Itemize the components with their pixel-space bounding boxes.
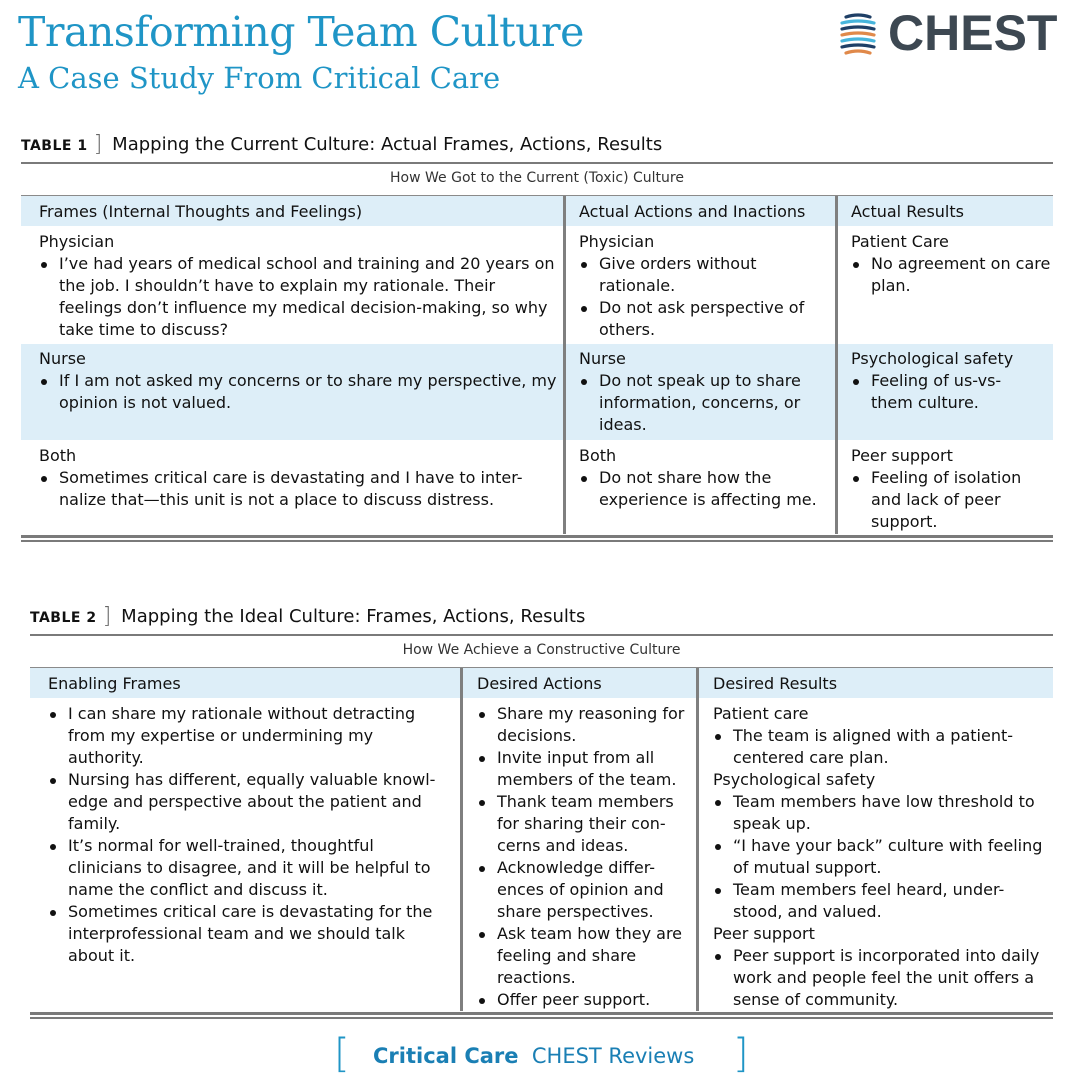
table1-cell-results-psych-safety <box>851 348 1036 414</box>
bullet-item: Peer support is incorporated into daily work and people feel the unit offers a sense of community. <box>713 945 1053 1011</box>
group-label: Both <box>579 446 617 465</box>
table2-label: TABLE 2 <box>30 610 97 626</box>
bullet-item: Feeling of us-vs- them culture. <box>851 370 1036 414</box>
bullet-item: Team members feel heard, under- stood, and valued. <box>713 879 1053 923</box>
footer-left-bracket: [ <box>334 1031 350 1077</box>
group-label: Nurse <box>39 349 86 368</box>
table1-divider-2 <box>835 196 838 534</box>
table1-cell-results-peer-support <box>851 445 1051 533</box>
table2-col-header-actions: Desired Actions <box>477 674 602 693</box>
bullet-item: I’ve had years of medical school and training and 20 years on the job. I shouldn’t have to explain my rationale. Their feelings don’t influence my medical decision-making, so why take time to discuss? <box>39 253 559 341</box>
bullet-item: Feeling of isolation and lack of peer support. <box>851 467 1051 533</box>
table1-top-rule <box>21 162 1053 164</box>
bullet-item: Nursing has different, equally valuable knowl- edge and perspective about the patient and family. <box>48 769 446 835</box>
table2-cell-desired-results <box>713 703 1053 1011</box>
table2-cell-desired-actions <box>477 703 689 1011</box>
group-label: Patient care <box>713 704 809 723</box>
table1-cell-actions-physician <box>579 231 829 341</box>
table2-caption <box>30 603 585 628</box>
table2-bottom-rule <box>30 1012 1053 1019</box>
table1-banner: How We Got to the Current (Toxic) Culture <box>390 170 684 186</box>
bullet-item: Sometimes critical care is devastating and I have to inter- nalize that—this unit is not a place to discuss distress. <box>39 467 559 511</box>
bullet-item: “I have your back” culture with feeling of mutual support. <box>713 835 1053 879</box>
bullet-item: Invite input from all members of the team. <box>477 747 689 791</box>
journal-footer <box>0 1031 1080 1077</box>
table1-cell-actions-nurse <box>579 348 829 436</box>
bullet-item: Acknowledge differ- ences of opinion and share perspectives. <box>477 857 689 923</box>
group-label: Peer support <box>851 446 953 465</box>
chest-logo-icon <box>840 12 882 56</box>
table1-caption-text: Mapping the Current Culture: Actual Frames, Actions, Results <box>112 134 663 155</box>
page-title: Transforming Team Culture <box>18 8 584 56</box>
table2-caption-text: Mapping the Ideal Culture: Frames, Actions, Results <box>121 606 586 627</box>
table1-cell-results-patient-care <box>851 231 1051 297</box>
bullet-item: Ask team how they are feeling and share reactions. <box>477 923 689 989</box>
table2-top-rule <box>30 634 1053 636</box>
group-label: Both <box>39 446 77 465</box>
bullet-item: Thank team members for sharing their con- cerns and ideas. <box>477 791 689 857</box>
footer-journal-text: CHEST Reviews <box>531 1044 695 1068</box>
table2-col-header-frames: Enabling Frames <box>48 674 181 693</box>
bullet-item: Sometimes critical care is devastating for the interprofessional team and we should talk about it. <box>48 901 446 967</box>
group-label: Psychological safety <box>851 349 1014 368</box>
group-label: Peer support <box>713 924 815 943</box>
table1-col-header-actions: Actual Actions and Inactions <box>579 202 806 221</box>
table2-cell-enabling-frames <box>48 703 446 967</box>
group-label: Nurse <box>579 349 626 368</box>
table1-col-header-results: Actual Results <box>851 202 964 221</box>
logo-text: CHEST <box>888 5 1058 61</box>
table2-bracket: ] <box>102 604 112 629</box>
table1-bracket: ] <box>93 132 103 157</box>
footer-bold-text: Critical Care <box>373 1044 519 1068</box>
bullet-item: Offer peer support. <box>477 989 689 1011</box>
bullet-item: Give orders without rationale. <box>579 253 829 297</box>
bullet-item: Share my reasoning for decisions. <box>477 703 689 747</box>
table2-divider-2 <box>696 668 699 1011</box>
table1-bottom-rule <box>21 535 1053 542</box>
table1-caption <box>21 131 662 156</box>
table1-divider-1 <box>563 196 566 534</box>
group-label: Physician <box>579 232 655 251</box>
table1-cell-frames-nurse <box>39 348 559 414</box>
table1-cell-actions-both <box>579 445 829 511</box>
table1-col-header-frames: Frames (Internal Thoughts and Feelings) <box>39 202 363 221</box>
chest-logo <box>840 5 1070 61</box>
table1-cell-frames-physician <box>39 231 559 341</box>
table1-cell-frames-both <box>39 445 559 511</box>
bullet-item: I can share my rationale without detracting from my expertise or undermining my authority. <box>48 703 446 769</box>
table1-label: TABLE 1 <box>21 138 88 154</box>
table2-col-header-results: Desired Results <box>713 674 838 693</box>
footer-text <box>373 1043 694 1069</box>
bullet-item: Do not ask perspective of others. <box>579 297 829 341</box>
page-subtitle: A Case Study From Critical Care <box>18 61 501 95</box>
footer-right-bracket: ] <box>733 1031 749 1077</box>
table2-divider-1 <box>460 668 463 1011</box>
bullet-item: Do not speak up to share information, concerns, or ideas. <box>579 370 829 436</box>
bullet-item: Do not share how the experience is affecting me. <box>579 467 829 511</box>
bullet-item: Team members have low threshold to speak up. <box>713 791 1053 835</box>
bullet-item: No agreement on care plan. <box>851 253 1051 297</box>
group-label: Psychological safety <box>713 770 876 789</box>
table2-banner: How We Achieve a Constructive Culture <box>402 642 681 658</box>
bullet-item: The team is aligned with a patient- centered care plan. <box>713 725 1053 769</box>
bullet-item: If I am not asked my concerns or to share my perspective, my opinion is not valued. <box>39 370 559 414</box>
group-label: Patient Care <box>851 232 949 251</box>
bullet-item: It’s normal for well-trained, thoughtful clinicians to disagree, and it will be helpful to name the conflict and discuss it. <box>48 835 446 901</box>
group-label: Physician <box>39 232 115 251</box>
